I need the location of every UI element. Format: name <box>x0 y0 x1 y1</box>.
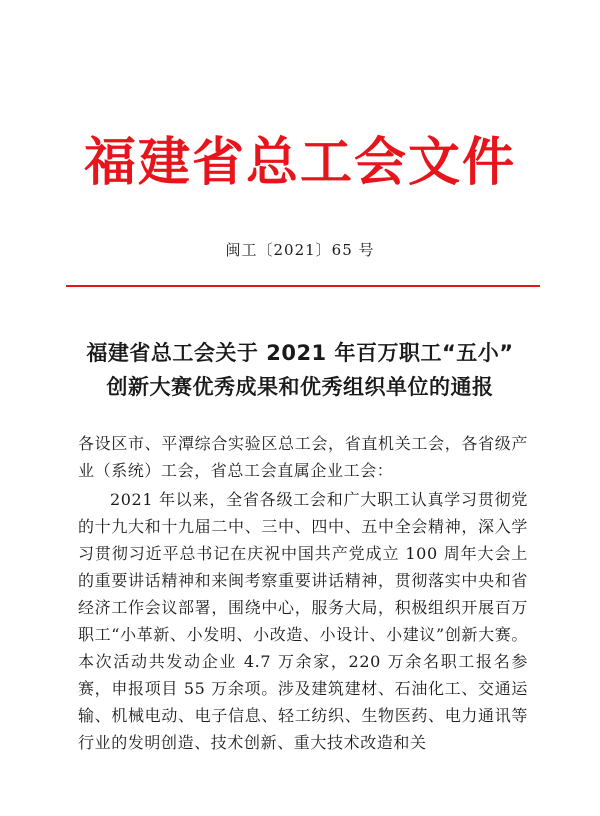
body-paragraph: 2021 年以来，全省各级工会和广大职工认真学习贯彻党的十九大和十九届二中、三中、四中、五中全会精神，深入学习贯彻习近平总书记在庆祝中国共产党成立 100 周年大会上的重要讲话精神和来闽考察重要讲话精神，贯彻落实中央和省经济工作会议部署，围绕中心，服务大局，积极组织开展百万职工“小革新、小发明、小改造、小设计、小建议”创新大赛。本次活动共发动企业 4.7 万余家，220 万余名职工报名参赛，申报项目 55 万余项。涉及建筑建材、石油化工、交通运输、机械电动、电子信息、轻工纺织、生物医药、电力通讯等行业的发明创造、技术创新、重大技术改造和关 <box>78 490 528 752</box>
document-header-title: 福建省总工会文件 <box>83 132 516 193</box>
notice-title <box>50 336 550 404</box>
notice-title-line-1: 福建省总工会关于 2021 年百万职工“五小” <box>86 341 514 365</box>
salutation: 各设区市、平潭综合实验区总工会，省直机关工会，各省级产业（系统）工会，省总工会直属企业工会： <box>78 434 528 480</box>
document-number: 闽工〔2021〕65 号 <box>225 241 375 259</box>
notice-title-line-2: 创新大赛优秀成果和优秀组织单位的通报 <box>106 375 494 399</box>
red-divider-line <box>66 285 540 287</box>
